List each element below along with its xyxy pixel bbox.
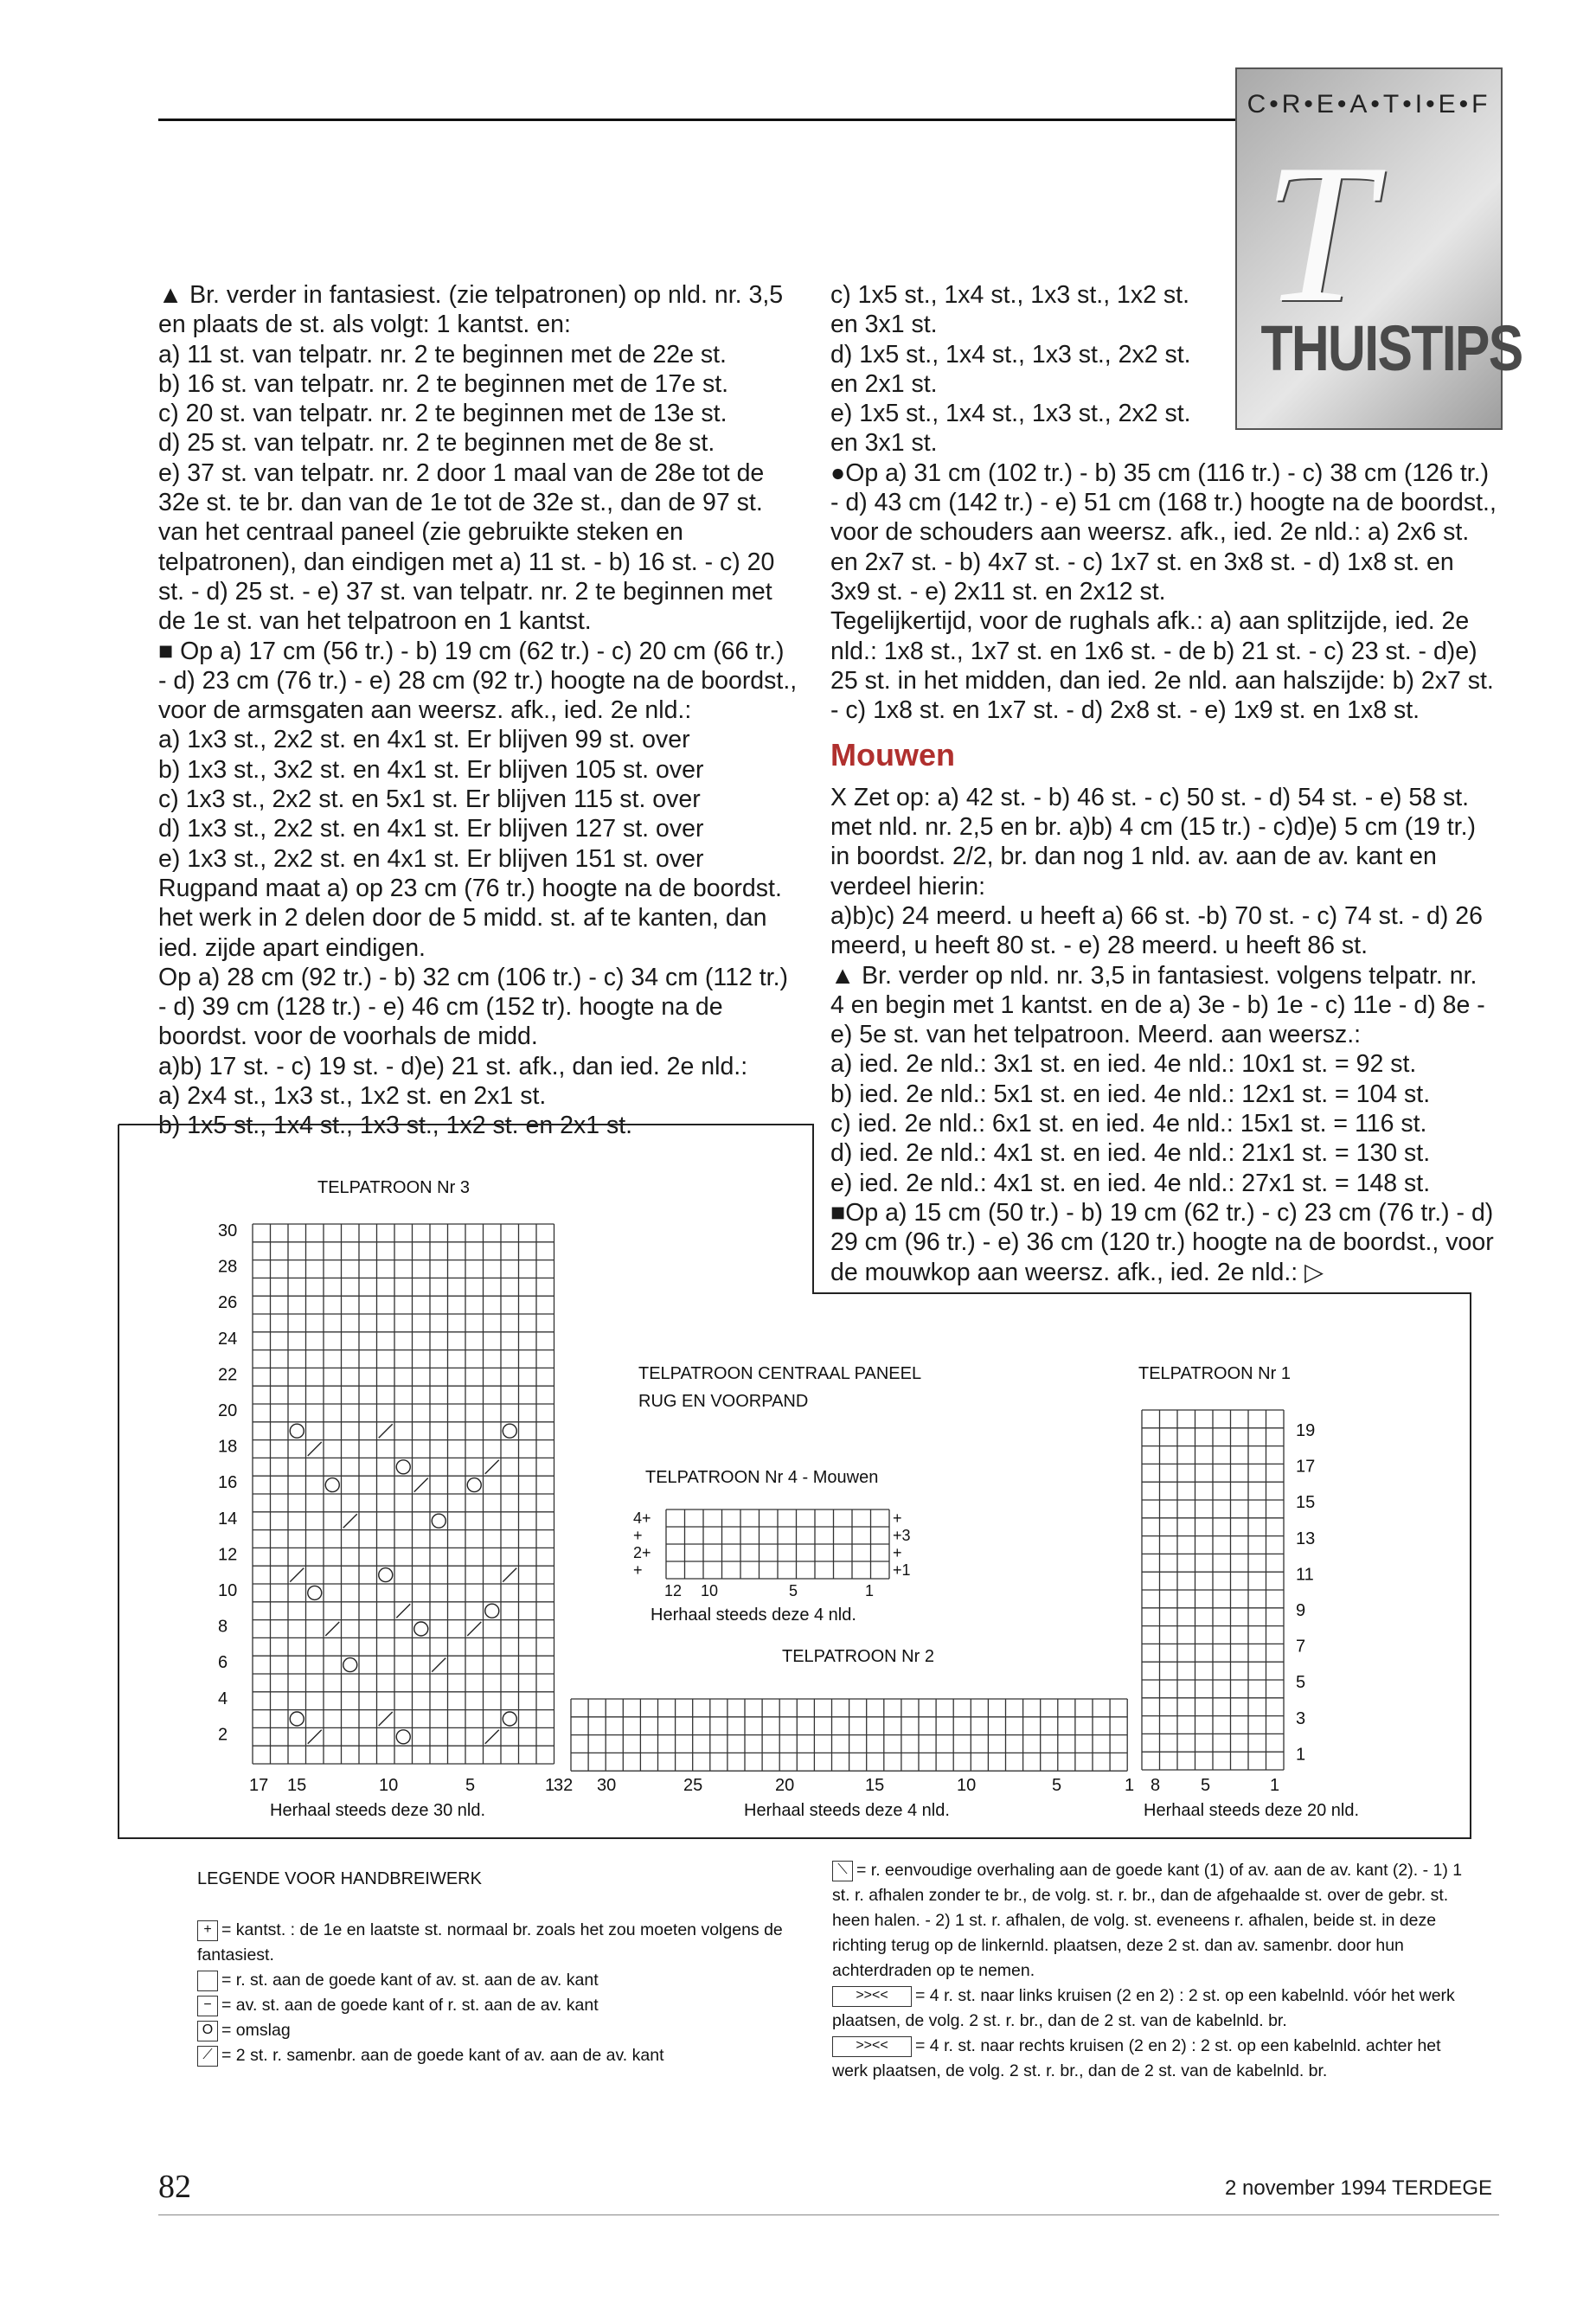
nr4-col-number: 5 [789, 1582, 798, 1599]
nr4-row-label: +1 [893, 1561, 911, 1579]
nr4-col-number: 1 [865, 1582, 875, 1599]
nr1-title: TELPATROON Nr 1 [1138, 1364, 1291, 1383]
left-para: a) 11 st. van telpatr. nr. 2 te beginnen met de 22e st. [158, 340, 727, 369]
row-label-left: 4 [218, 1689, 228, 1708]
row-label-right: 13 [1296, 1529, 1316, 1548]
left-para: b) 16 st. van telpatr. nr. 2 te beginnen met de 17e st. [158, 369, 729, 398]
left-para: a) 1x3 st., 2x2 st. en 4x1 st. Er blijven 99 st. over [158, 726, 690, 754]
row-label-left: 30 [218, 1221, 238, 1240]
legend-left [197, 1867, 785, 2068]
col-number-left: 17 [249, 1776, 269, 1795]
left-para: c) 20 st. van telpatr. nr. 2 te beginnen met de 13e st. [158, 400, 727, 428]
bottom-rule [158, 2214, 1499, 2215]
right-para: X Zet op: a) 42 st. - b) 46 st. - c) 50 st. - d) 54 st. - e) 58 st. met nld. nr. 2,5 en br. a)b) 4 cm (15 tr.) - c)d)e) 5 cm (19 tr.) in boordst. 2/2, br. dan nog 1 nld. av. aan de av. kant en verdeel hierin: [830, 783, 1476, 901]
nr2-title: TELPATROON Nr 2 [782, 1647, 934, 1666]
header-title: THUISTIPS [1260, 312, 1522, 384]
right-para: ■Op a) 15 cm (50 tr.) - b) 19 cm (62 tr.) - c) 23 cm (76 tr.) - d) 29 cm (96 tr.) - e) 36 cm (120 tr.) hoogte na de boordst., voor de mouwkop aan weersz. afk., ied. 2e nld.: ▷ [830, 1198, 1494, 1286]
right-para: e) 1x5 st., 1x4 st., 1x3 st., 2x2 st. en 3x1 st. [830, 400, 1191, 458]
right-para: a)b)c) 24 meerd. u heeft a) 66 st. -b) 70 st. - c) 74 st. - d) 26 meerd, u heeft 80 st. - e) 28 meerd. u heeft 86 st. [830, 901, 1483, 960]
left-para: e) 37 st. van telpatr. nr. 2 door 1 maal van de 28e tot de 32e st. te br. dan van de 1e tot de 32e st., dan de 97 st. van het centraal paneel (zie gebruikte steken en telpatronen), dan eindigen met a) 11 st. - b) 16 st. - c) 20 st. - d) 25 st. - e) 37 st. van telpatr. nr. 2 te beginnen met de 1e st. van het telpatroon en 1 kantst. [158, 458, 775, 636]
yarn-over-mark [343, 1658, 357, 1672]
repeat-mid: Herhaal steeds deze 4 nld. [744, 1801, 950, 1820]
yarn-over-mark [414, 1622, 428, 1636]
col-number-mid: 10 [957, 1776, 977, 1795]
decrease-mark [503, 1568, 516, 1582]
yarn-over-mark [396, 1460, 410, 1474]
legend-item: ⟋ = 2 st. r. samenbr. aan de goede kant of av. aan de av. kant [197, 2043, 785, 2068]
repeat-left: Herhaal steeds deze 30 nld. [270, 1801, 486, 1820]
yarn-over-mark [467, 1478, 481, 1492]
left-para: c) 1x3 st., 2x2 st. en 5x1 st. Er blijven 115 st. over [158, 785, 701, 814]
col-number-mid: 1 [1125, 1776, 1135, 1795]
nr4-row-label: 2+ [633, 1544, 651, 1561]
nr4-col-number: 12 [664, 1582, 683, 1599]
left-para: e) 1x3 st., 2x2 st. en 4x1 st. Er blijven 151 st. over [158, 844, 704, 873]
legend-item: = r. st. aan de goede kant of av. st. aan de av. kant [197, 1968, 785, 1993]
kantst-icon: + [197, 1920, 218, 1941]
skp-icon: ⟍ [832, 1861, 853, 1881]
yarn-over-mark [432, 1514, 445, 1528]
row-label-left: 14 [218, 1509, 238, 1529]
col-number-left: 1 [545, 1776, 555, 1795]
nr4-row-label: 4+ [633, 1509, 651, 1527]
row-label-right: 19 [1296, 1421, 1316, 1440]
left-para: ■ Op a) 17 cm (56 tr.) - b) 19 cm (62 tr.) - c) 20 cm (66 tr.) - d) 23 cm (76 tr.) - e) 28 cm (92 tr.) hoogte na de boordst., voor de armsgaten aan weersz. afk., ied. 2e nld.: [158, 637, 798, 725]
legend-title: LEGENDE VOOR HANDBREIWERK [197, 1869, 482, 1888]
purl-stitch-icon: − [197, 1996, 218, 2016]
decrease-mark [343, 1514, 357, 1528]
nr4-row-label: + [893, 1544, 902, 1561]
yarn-over-icon: O [197, 2021, 218, 2041]
left-para: d) 1x3 st., 2x2 st. en 4x1 st. Er blijven 127 st. over [158, 815, 704, 843]
legend-item: >><< = 4 r. st. naar rechts kruisen (2 en 2) : 2 st. op een kabelnld. achter het werk plaatsen, de volg. 2 st. r. br., dan de 2 st. van de kabelnld. br. [832, 2036, 1441, 2080]
cable-right-icon: >><< [832, 2036, 912, 2057]
nr4-row-label: +3 [893, 1527, 911, 1544]
row-label-right: 9 [1296, 1601, 1306, 1620]
col-number-left: 15 [287, 1776, 307, 1795]
decrease-mark [379, 1712, 393, 1726]
right-para: ▲ Br. verder op nld. nr. 3,5 in fantasiest. volgens telpatr. nr. 4 en begin met 1 kantst. en de a) 3e - b) 1e - c) 11e - d) 8e - e) 5e st. van het telpatroon. Meerd. aan weersz.: [830, 961, 1485, 1049]
left-para: Op a) 28 cm (92 tr.) - b) 32 cm (106 tr.) - c) 34 cm (112 tr.) - d) 39 cm (128 tr.) - e) 46 cm (152 tr). hoogte na de boordst. voor de voorhals de midd. [158, 963, 789, 1051]
row-label-left: 10 [218, 1581, 238, 1600]
row-label-right: 11 [1296, 1565, 1314, 1585]
left-para: Rugpand maat a) op 23 cm (76 tr.) hoogte na de boordst. het werk in 2 delen door de 5 midd. st. af te kanten, dan ied. zijde apart eindigen. [158, 874, 782, 962]
nr4-col-number: 10 [701, 1582, 719, 1599]
legend-item: + = kantst. : de 1e en laatste st. normaal br. zoals het zou moeten volgens de fantasiest. [197, 1920, 783, 1965]
legend-item: O = omslag [197, 2018, 785, 2043]
row-label-right: 3 [1296, 1708, 1306, 1728]
right-para: e) ied. 2e nld.: 4x1 st. en ied. 4e nld.: 27x1 st. = 148 st. [830, 1169, 1431, 1197]
legend-item: >><< = 4 r. st. naar links kruisen (2 en 2) : 2 st. op een kabelnld. vóór het werk plaatsen, de volg. 2 st. r. br., dan de 2 st. van de kabelnld. br. [832, 1986, 1455, 2030]
legend-right [832, 1858, 1481, 2084]
row-label-right: 1 [1296, 1745, 1306, 1765]
row-label-left: 24 [218, 1329, 238, 1349]
decrease-mark [432, 1658, 445, 1672]
left-para: a) 2x4 st., 1x3 st., 1x2 st. en 2x1 st. [158, 1082, 547, 1111]
row-label-left: 2 [218, 1725, 228, 1745]
row-label-right: 17 [1296, 1457, 1316, 1477]
right-para: c) 1x5 st., 1x4 st., 1x3 st., 1x2 st. en 3x1 st. [830, 281, 1189, 339]
legend-item: ⟍ = r. eenvoudige overhaling aan de goede kant (1) of av. aan de av. kant (2). - 1) 1 st. r. afhalen zonder te br., de volg. st. r. br., dan de afgehaalde st. over de gebr. st. heen halen. - 2) 1 st. r. afhalen, de volg. st. eveneens r. afhalen, beide st. in deze richting terug op de linkernld. plaatsen, deze 2 st. dan av. samenbr. door hun achterdraden op te nemen. [832, 1861, 1463, 1980]
row-label-left: 8 [218, 1617, 228, 1637]
col-number-right: 8 [1151, 1776, 1161, 1795]
row-label-right: 5 [1296, 1673, 1306, 1693]
row-label-left: 28 [218, 1257, 238, 1277]
decrease-mark [485, 1460, 499, 1474]
row-label-left: 12 [218, 1545, 238, 1565]
yarn-over-mark [325, 1478, 339, 1492]
col-number-mid: 15 [865, 1776, 885, 1795]
row-label-left: 18 [218, 1437, 238, 1457]
col-number-left: 5 [465, 1776, 476, 1795]
right-para: a) ied. 2e nld.: 3x1 st. en ied. 4e nld.: 10x1 st. = 92 st. [830, 1050, 1417, 1079]
row-label-right: 7 [1296, 1637, 1306, 1657]
col-number-left: 10 [379, 1776, 399, 1795]
left-para: b) 1x5 st., 1x4 st., 1x3 st., 1x2 st. en 2x1 st. [158, 1112, 633, 1140]
decrease-mark [308, 1442, 322, 1456]
decrease-mark [308, 1730, 322, 1744]
decrease-mark [325, 1622, 339, 1636]
nr4-row-label: + [633, 1527, 643, 1544]
yarn-over-mark [290, 1424, 304, 1438]
right-para: d) ied. 2e nld.: 4x1 st. en ied. 4e nld.: 21x1 st. = 130 st. [830, 1139, 1431, 1168]
header-initial-t: T [1263, 123, 1374, 343]
right-para: b) ied. 2e nld.: 5x1 st. en ied. 4e nld.: 12x1 st. = 104 st. [830, 1080, 1431, 1108]
row-label-left: 22 [218, 1365, 238, 1385]
right-para: c) ied. 2e nld.: 6x1 st. en ied. 4e nld.: 15x1 st. = 116 st. [830, 1110, 1427, 1138]
col-number-mid: 25 [683, 1776, 703, 1795]
yarn-over-mark [485, 1604, 499, 1618]
left-para: b) 1x3 st., 3x2 st. en 4x1 st. Er blijven 105 st. over [158, 755, 704, 784]
nr4-title: TELPATROON Nr 4 - Mouwen [645, 1468, 879, 1487]
left-para: ▲ Br. verder in fantasiest. (zie telpatronen) op nld. nr. 3,5 en plaats de st. als volgt: 1 kantst. en: [158, 281, 784, 339]
decrease-mark [290, 1568, 304, 1582]
legend-item: − = av. st. aan de goede kant of r. st. aan de av. kant [197, 1993, 785, 2018]
right-para: d) 1x5 st., 1x4 st., 1x3 st., 2x2 st. en 2x1 st. [830, 340, 1191, 398]
col-number-mid: 20 [775, 1776, 795, 1795]
section-title-mouwen: Mouwen [830, 737, 955, 773]
issue-label: 2 november 1994 TERDEGE [1224, 2176, 1492, 2200]
yarn-over-mark [396, 1730, 410, 1744]
left-para: d) 25 st. van telpatr. nr. 2 te beginnen met de 8e st. [158, 429, 715, 458]
decrease-mark [396, 1604, 410, 1618]
nr4-row-label: + [893, 1509, 902, 1527]
row-label-left: 26 [218, 1293, 238, 1313]
decrease-mark [485, 1730, 499, 1744]
col-number-mid: 32 [554, 1776, 574, 1795]
repeat-right: Herhaal steeds deze 20 nld. [1144, 1801, 1360, 1820]
page-number: 82 [158, 2169, 191, 2205]
centraal-title-1: TELPATROON CENTRAAL PANEEL [638, 1364, 922, 1383]
yarn-over-mark [308, 1586, 322, 1599]
yarn-over-mark [379, 1568, 393, 1582]
decrease-mark [414, 1478, 428, 1492]
yarn-over-mark [503, 1424, 516, 1438]
telpatroon3-title: TELPATROON Nr 3 [317, 1178, 470, 1197]
decrease-mark [379, 1424, 393, 1438]
cable-left-icon: >><< [832, 1986, 912, 2007]
right-para: ●Op a) 31 cm (102 tr.) - b) 35 cm (116 tr.) - c) 38 cm (126 tr.) - d) 43 cm (142 tr.) - e) 51 cm (168 tr.) hoogte na de boordst., voor de schouders aan weersz. afk., ied. 2e nld.: a) 2x6 st. en 2x7 st. - b) 4x7 st. - c) 1x7 st. en 3x8 st. - d) 1x8 st. en 3x9 st. - e) 2x11 st. en 2x12 st. [830, 458, 1497, 606]
right-para: Tegelijkertijd, voor de rughals afk.: a) aan splitzijde, ied. 2e nld.: 1x8 st., 1x7 st. en 1x6 st. - de b) 21 st. - c) 23 st. - d)e) 25 st. in het midden, dan ied. 2e nld. aan halszijde: b) 2x7 st. - c) 1x8 st. en 1x7 st. - d) 2x8 st. - e) 1x9 st. en 1x8 st. [830, 607, 1494, 725]
row-label-left: 20 [218, 1401, 238, 1420]
header-series-label: C•R•E•A•T•I•E•F [1247, 90, 1491, 119]
centraal-title-2: RUG EN VOORPAND [638, 1392, 809, 1411]
col-number-mid: 5 [1052, 1776, 1062, 1795]
k2tog-icon: ⟋ [197, 2046, 218, 2067]
col-number-mid: 30 [597, 1776, 617, 1795]
yarn-over-mark [290, 1712, 304, 1726]
row-label-left: 6 [218, 1653, 228, 1673]
decrease-mark [467, 1622, 481, 1636]
col-number-right: 5 [1201, 1776, 1211, 1795]
nr4-note: Herhaal steeds deze 4 nld. [651, 1606, 856, 1625]
yarn-over-mark [503, 1712, 516, 1726]
row-label-right: 15 [1296, 1493, 1316, 1513]
left-para: a)b) 17 st. - c) 19 st. - d)e) 21 st. afk., dan ied. 2e nld.: [158, 1052, 748, 1080]
knit-stitch-icon [197, 1971, 218, 1991]
col-number-right: 1 [1270, 1776, 1280, 1795]
row-label-left: 16 [218, 1473, 238, 1493]
nr4-row-label: + [633, 1561, 643, 1579]
